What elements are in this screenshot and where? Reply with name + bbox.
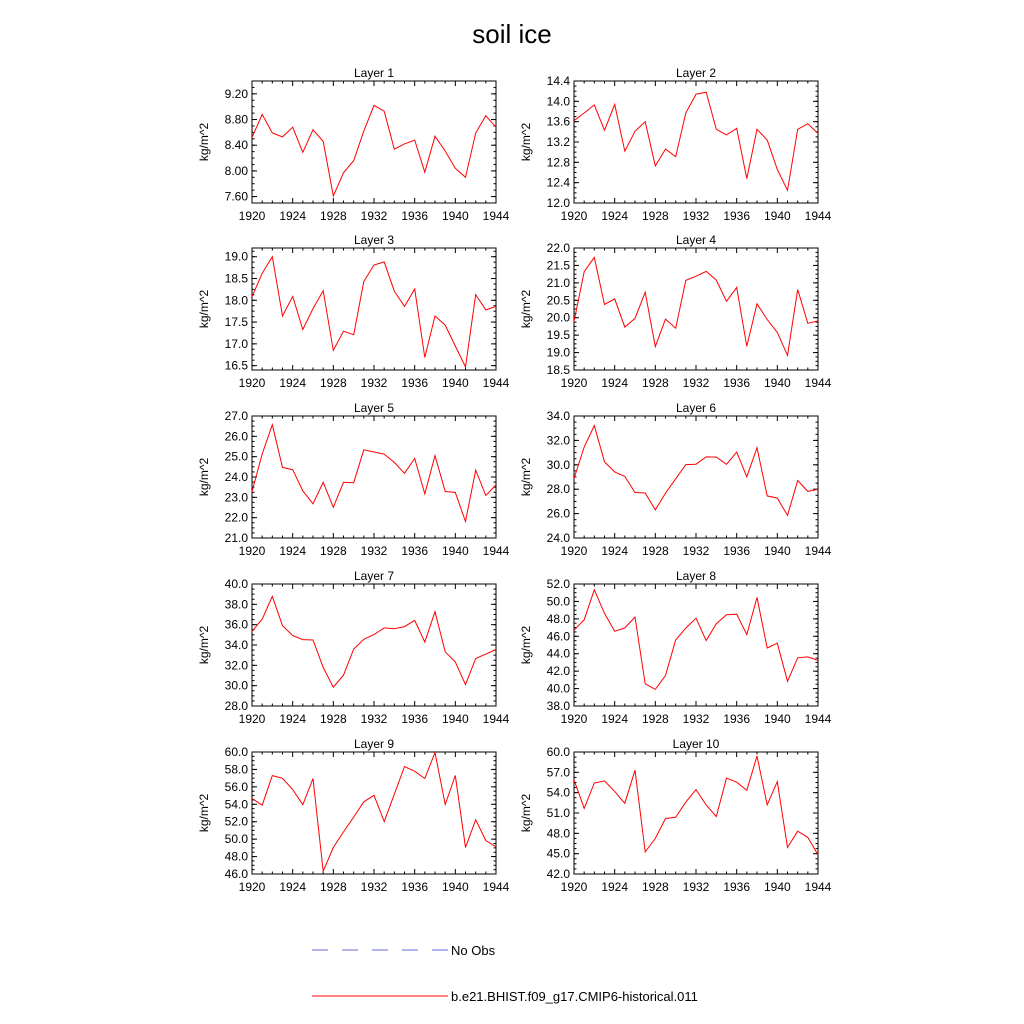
- y-axis-label: kg/m^2: [519, 289, 533, 329]
- y-tick-label: 20.0: [546, 310, 570, 325]
- plot-frame: [574, 752, 818, 874]
- y-tick-label: 58.0: [224, 762, 248, 777]
- panel-layer-3: [197, 233, 510, 390]
- y-tick-label: 50.0: [224, 832, 248, 847]
- x-tick-label: 1932: [360, 712, 388, 726]
- x-tick-label: 1928: [641, 544, 669, 558]
- x-tick-label: 1928: [319, 209, 347, 223]
- series-line: [574, 426, 818, 516]
- panel-title: Layer 3: [353, 233, 395, 247]
- y-axis-label: kg/m^2: [519, 122, 533, 162]
- x-tick-label: 1936: [401, 880, 429, 894]
- y-tick-label: 21.0: [224, 531, 248, 545]
- y-tick-label: 45.0: [546, 846, 570, 861]
- y-tick-label: 22.0: [224, 510, 248, 525]
- y-tick-label: 16.5: [224, 358, 248, 373]
- y-tick-label: 46.0: [224, 867, 248, 881]
- x-tick-label: 1924: [601, 544, 629, 558]
- panel-layer-10: [519, 737, 832, 894]
- x-tick-label: 1944: [804, 544, 832, 558]
- x-tick-label: 1944: [482, 209, 510, 223]
- y-tick-label: 28.0: [224, 699, 248, 713]
- y-tick-label: 34.0: [224, 638, 248, 652]
- series-line: [252, 425, 496, 522]
- x-tick-label: 1940: [763, 880, 791, 894]
- x-tick-label: 1932: [360, 209, 388, 223]
- x-tick-label: 1932: [360, 544, 388, 558]
- y-tick-label: 26.0: [546, 506, 570, 521]
- x-tick-label: 1920: [238, 880, 266, 894]
- y-tick-label: 42.0: [546, 867, 570, 881]
- x-tick-label: 1924: [601, 712, 629, 726]
- y-tick-label: 25.0: [224, 449, 248, 464]
- x-tick-label: 1924: [601, 209, 629, 223]
- x-tick-label: 1920: [560, 376, 588, 390]
- x-tick-label: 1928: [641, 880, 669, 894]
- x-tick-label: 1936: [401, 209, 429, 223]
- y-tick-label: 60.0: [546, 745, 570, 759]
- y-axis-label: kg/m^2: [197, 457, 211, 497]
- y-tick-label: 60.0: [224, 745, 248, 759]
- x-tick-label: 1920: [238, 209, 266, 223]
- y-tick-label: 8.40: [224, 138, 248, 153]
- x-tick-label: 1928: [641, 209, 669, 223]
- figure-title: soil ice: [472, 19, 552, 49]
- panel-layer-1: [197, 66, 510, 223]
- layer-panels: [197, 66, 832, 894]
- y-tick-label: 48.0: [546, 611, 570, 626]
- y-tick-label: 27.0: [224, 409, 248, 423]
- x-tick-label: 1940: [763, 544, 791, 558]
- series-line: [252, 105, 496, 195]
- y-tick-label: 30.0: [546, 457, 570, 472]
- plot-frame: [252, 752, 496, 874]
- x-tick-label: 1944: [482, 712, 510, 726]
- panel-title: Layer 9: [353, 737, 395, 751]
- x-tick-label: 1932: [682, 712, 710, 726]
- y-axis-label: kg/m^2: [197, 289, 211, 329]
- x-tick-label: 1936: [723, 376, 751, 390]
- y-axis-label: kg/m^2: [519, 793, 533, 833]
- panel-layer-9: [197, 737, 510, 894]
- y-tick-label: 19.5: [546, 328, 570, 343]
- x-tick-label: 1932: [682, 376, 710, 390]
- x-tick-label: 1944: [804, 209, 832, 223]
- y-tick-label: 28.0: [546, 482, 570, 497]
- y-tick-label: 19.0: [546, 345, 570, 360]
- legend-model-label: b.e21.BHIST.f09_g17.CMIP6-historical.011: [451, 989, 698, 1004]
- series-line: [574, 257, 818, 355]
- plot-frame: [574, 248, 818, 370]
- x-tick-label: 1936: [723, 544, 751, 558]
- x-tick-label: 1940: [441, 880, 469, 894]
- y-tick-label: 42.0: [546, 664, 570, 679]
- panel-title: Layer 6: [675, 401, 717, 415]
- x-tick-label: 1920: [560, 544, 588, 558]
- plot-frame: [252, 248, 496, 370]
- panel-layer-7: [197, 569, 510, 726]
- y-tick-label: 32.0: [546, 433, 570, 448]
- y-tick-label: 21.0: [546, 275, 570, 290]
- x-tick-label: 1936: [401, 712, 429, 726]
- plot-frame: [252, 81, 496, 203]
- y-tick-label: 22.0: [546, 241, 570, 255]
- y-tick-label: 26.0: [224, 429, 248, 444]
- panel-title: Layer 8: [675, 569, 717, 583]
- x-tick-label: 1940: [441, 376, 469, 390]
- panel-title: Layer 5: [353, 401, 395, 415]
- x-tick-label: 1932: [682, 544, 710, 558]
- y-tick-label: 40.0: [546, 681, 570, 696]
- x-tick-label: 1936: [723, 880, 751, 894]
- panel-layer-5: [197, 401, 510, 558]
- x-tick-label: 1944: [804, 712, 832, 726]
- y-tick-label: 8.80: [224, 112, 248, 127]
- series-line: [252, 596, 496, 687]
- y-tick-label: 56.0: [224, 779, 248, 794]
- x-tick-label: 1924: [279, 544, 307, 558]
- y-tick-label: 19.0: [224, 249, 248, 264]
- y-tick-label: 18.5: [224, 271, 248, 286]
- panel-layer-8: [519, 569, 832, 726]
- plot-frame: [252, 416, 496, 538]
- x-tick-label: 1944: [482, 880, 510, 894]
- y-tick-label: 38.0: [224, 597, 248, 612]
- x-tick-label: 1944: [482, 376, 510, 390]
- legend-no-obs-label: No Obs: [451, 943, 496, 958]
- y-tick-label: 12.4: [546, 175, 570, 190]
- x-tick-label: 1932: [682, 880, 710, 894]
- panel-title: Layer 1: [353, 66, 395, 80]
- x-tick-label: 1920: [560, 880, 588, 894]
- y-tick-label: 48.0: [224, 849, 248, 864]
- x-tick-label: 1920: [238, 376, 266, 390]
- x-tick-label: 1940: [763, 376, 791, 390]
- x-tick-label: 1920: [238, 712, 266, 726]
- x-tick-label: 1936: [723, 209, 751, 223]
- plot-frame: [574, 416, 818, 538]
- y-axis-label: kg/m^2: [197, 625, 211, 665]
- x-tick-label: 1932: [682, 209, 710, 223]
- x-tick-label: 1924: [601, 880, 629, 894]
- y-tick-label: 40.0: [224, 577, 248, 591]
- x-tick-label: 1928: [641, 376, 669, 390]
- panel-layer-6: [519, 401, 832, 558]
- x-tick-label: 1932: [360, 376, 388, 390]
- y-tick-label: 30.0: [224, 678, 248, 693]
- x-tick-label: 1940: [441, 712, 469, 726]
- plot-frame: [574, 584, 818, 706]
- y-tick-label: 32.0: [224, 658, 248, 673]
- x-tick-label: 1940: [763, 712, 791, 726]
- y-tick-label: 18.5: [546, 363, 570, 377]
- x-tick-label: 1944: [482, 544, 510, 558]
- series-line: [574, 92, 818, 190]
- y-axis-label: kg/m^2: [519, 457, 533, 497]
- y-tick-label: 54.0: [224, 797, 248, 812]
- y-tick-label: 9.20: [224, 86, 248, 101]
- y-tick-label: 18.0: [224, 293, 248, 308]
- y-tick-label: 8.00: [224, 163, 248, 178]
- y-tick-label: 46.0: [546, 629, 570, 644]
- y-tick-label: 57.0: [546, 765, 570, 780]
- y-tick-label: 51.0: [546, 806, 570, 820]
- y-tick-label: 50.0: [546, 594, 570, 609]
- y-tick-label: 13.6: [546, 114, 570, 129]
- y-axis-label: kg/m^2: [519, 625, 533, 665]
- x-tick-label: 1944: [804, 376, 832, 390]
- panel-title: Layer 2: [675, 66, 717, 80]
- panel-title: Layer 4: [675, 233, 717, 247]
- y-tick-label: 36.0: [224, 617, 248, 632]
- y-tick-label: 52.0: [224, 814, 248, 829]
- x-tick-label: 1944: [804, 880, 832, 894]
- x-tick-label: 1924: [279, 209, 307, 223]
- x-tick-label: 1924: [279, 880, 307, 894]
- panel-layer-4: [519, 233, 832, 390]
- x-tick-label: 1940: [441, 209, 469, 223]
- y-tick-label: 13.2: [546, 135, 570, 149]
- y-tick-label: 38.0: [546, 699, 570, 713]
- series-line: [574, 590, 818, 690]
- x-tick-label: 1924: [279, 712, 307, 726]
- panel-layer-2: [519, 66, 832, 223]
- x-tick-label: 1920: [560, 209, 588, 223]
- plot-frame: [574, 81, 818, 203]
- y-tick-label: 44.0: [546, 646, 570, 661]
- legend: [312, 943, 698, 1004]
- panel-title: Layer 10: [672, 737, 720, 751]
- x-tick-label: 1928: [319, 376, 347, 390]
- x-tick-label: 1936: [723, 712, 751, 726]
- y-tick-label: 48.0: [546, 826, 570, 841]
- series-line: [252, 257, 496, 367]
- y-axis-label: kg/m^2: [197, 122, 211, 162]
- y-tick-label: 52.0: [546, 577, 570, 591]
- series-line: [252, 753, 496, 872]
- y-tick-label: 23.0: [224, 490, 248, 505]
- x-tick-label: 1920: [560, 712, 588, 726]
- x-tick-label: 1928: [319, 544, 347, 558]
- y-tick-label: 17.0: [224, 336, 248, 351]
- x-tick-label: 1928: [319, 712, 347, 726]
- x-tick-label: 1920: [238, 544, 266, 558]
- x-tick-label: 1924: [601, 376, 629, 390]
- x-tick-label: 1940: [441, 544, 469, 558]
- y-tick-label: 20.5: [546, 293, 570, 308]
- y-tick-label: 12.8: [546, 155, 570, 170]
- y-tick-label: 24.0: [546, 531, 570, 545]
- y-tick-label: 12.0: [546, 196, 570, 210]
- y-axis-label: kg/m^2: [197, 793, 211, 833]
- y-tick-label: 14.4: [546, 74, 570, 88]
- x-tick-label: 1936: [401, 376, 429, 390]
- y-tick-label: 24.0: [224, 470, 248, 484]
- x-tick-label: 1928: [319, 880, 347, 894]
- y-tick-label: 14.0: [546, 94, 570, 109]
- series-line: [574, 756, 818, 855]
- y-tick-label: 54.0: [546, 785, 570, 800]
- y-tick-label: 7.60: [224, 189, 248, 204]
- x-tick-label: 1932: [360, 880, 388, 894]
- panel-title: Layer 7: [353, 569, 395, 583]
- y-tick-label: 17.5: [224, 315, 248, 330]
- plot-frame: [252, 584, 496, 706]
- y-tick-label: 21.5: [546, 258, 570, 273]
- x-tick-label: 1928: [641, 712, 669, 726]
- y-tick-label: 34.0: [546, 409, 570, 423]
- x-tick-label: 1936: [401, 544, 429, 558]
- x-tick-label: 1924: [279, 376, 307, 390]
- x-tick-label: 1940: [763, 209, 791, 223]
